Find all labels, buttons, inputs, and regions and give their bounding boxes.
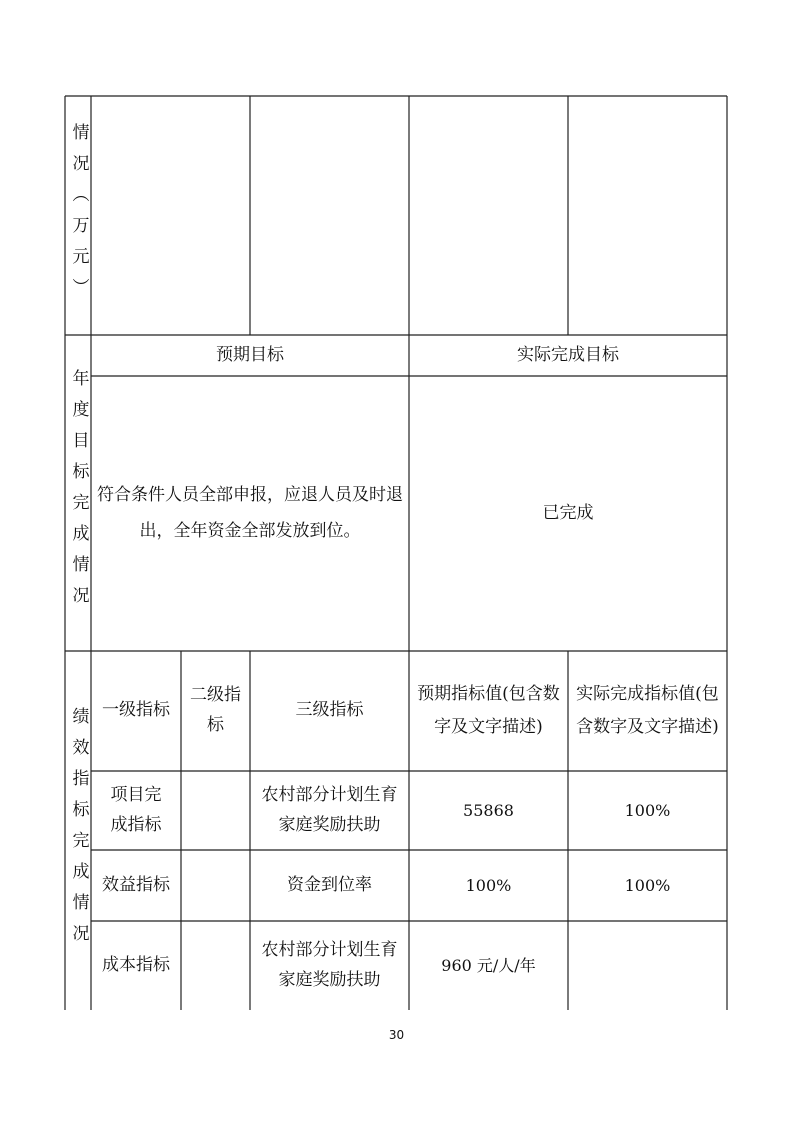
actual-goal-text: 已完成 [542,502,594,523]
row3-actual [568,921,727,1010]
row3-level1: 成本指标 [102,954,170,975]
row1-level1: 项目完成指标 [110,784,162,835]
row1-expected: 55868 [463,800,514,820]
actual-goal-header: 实际完成目标 [517,344,619,365]
funding-situation-label [65,96,91,335]
row3-expected: 960 元/人/年 [441,955,536,975]
row3-level2 [181,921,250,1010]
row2-level2 [181,850,250,921]
row2-level1: 效益指标 [102,874,170,895]
row1-actual: 100% [624,800,671,820]
funding-situation-text: 情况（万元） [68,122,89,309]
row1-level3: 农村部分计划生育家庭奖励扶助 [261,784,398,835]
header-expected: 预期指标值(包含数字及文字描述) [417,683,560,737]
page-number: 30 [388,1028,405,1042]
annual-goal-text: 年度目标完成情况 [68,369,89,617]
header-level1: 一级指标 [102,700,170,721]
row3-level3: 农村部分计划生育家庭奖励扶助 [261,939,398,990]
header-actual: 实际完成指标值(包含数字及文字描述) [576,683,719,737]
header-level3: 三级指标 [295,700,364,721]
row1-level2 [181,771,250,850]
annual-goal-label [65,335,91,651]
performance-indicator-label [65,651,91,1010]
row2-actual: 100% [624,875,671,895]
row2-level3: 资金到位率 [287,874,372,895]
expected-goal-text: 符合条件人员全部申报，应退人员及时退出，全年资金全部发放到位。 [97,484,403,541]
performance-indicator-text: 绩效指标完成情况 [68,706,89,955]
expected-goal-header: 预期目标 [216,344,284,365]
header-level2: 二级指标 [190,685,241,735]
row2-expected: 100% [465,875,512,895]
